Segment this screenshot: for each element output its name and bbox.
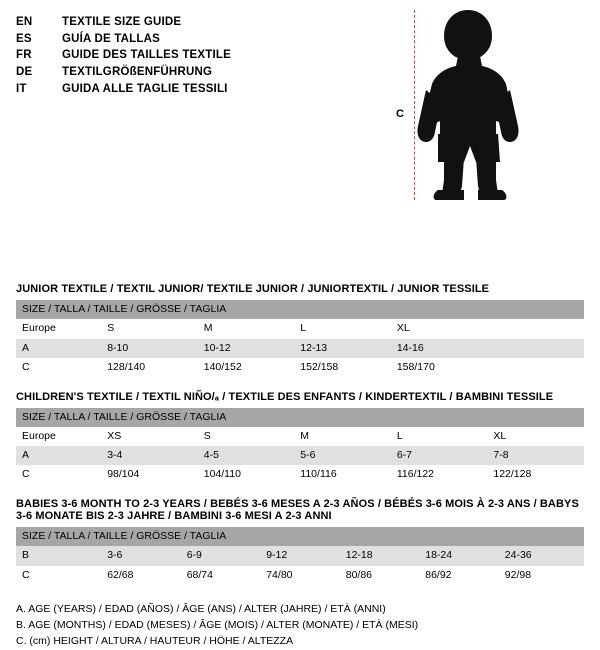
- cell: 4-5: [198, 446, 295, 465]
- cell: 92/98: [499, 566, 584, 585]
- language-code: EN: [16, 16, 33, 28]
- language-code: DE: [16, 66, 33, 79]
- cell: 5-6: [294, 446, 391, 465]
- note-line: C. (cm) HEIGHT / ALTURA / HAUTEUR / HÖHE / ALTEZZA: [16, 635, 294, 648]
- cell: 152/158: [294, 358, 391, 377]
- cell: L: [391, 427, 488, 446]
- language-title: GUIDA ALLE TAGLIE TESSILI: [62, 82, 228, 95]
- cell: 62/68: [101, 566, 181, 585]
- cell: 122/128: [487, 465, 584, 484]
- language-row: [16, 64, 436, 81]
- cell: L: [294, 319, 391, 338]
- language-code: FR: [16, 49, 32, 62]
- row-label: A: [16, 339, 101, 358]
- cell: 128/140: [101, 358, 198, 377]
- height-measure-label: C: [396, 108, 404, 120]
- table-row: [16, 465, 584, 484]
- cell: 158/170: [391, 358, 488, 377]
- language-row: [16, 31, 436, 48]
- cell: XL: [391, 319, 488, 338]
- cell: 24-36: [499, 546, 584, 565]
- table-header-label: SIZE / TALLA / TAILLE / GRÖSSE / TAGLIA: [16, 300, 584, 319]
- row-label: B: [16, 546, 101, 565]
- table-row: [16, 446, 584, 465]
- cell: 80/86: [340, 566, 420, 585]
- cell: XS: [101, 427, 198, 446]
- table-row: [16, 339, 584, 358]
- cell: [487, 358, 584, 377]
- cell: 86/92: [419, 566, 499, 585]
- row-label: C: [16, 358, 101, 377]
- language-title: TEXTILE SIZE GUIDE: [62, 16, 182, 28]
- language-title: GUIDE DES TAILLES TEXTILE: [62, 49, 231, 62]
- cell: 14-16: [391, 339, 488, 358]
- language-title: TEXTILGRÖßENFÜHRUNG: [62, 66, 213, 79]
- cell: 74/80: [260, 566, 340, 585]
- language-row: [16, 81, 436, 98]
- note-line: A. AGE (YEARS) / EDAD (AÑOS) / ÂGE (ANS) / ALTER (JAHRE) / ETÀ (ANNI): [16, 602, 386, 615]
- section-babies: [16, 498, 584, 584]
- cell: 18-24: [419, 546, 499, 565]
- cell: 8-10: [101, 339, 198, 358]
- note-line: B. AGE (MONTHS) / EDAD (MESES) / ÂGE (MOIS) / ALTER (MONATE) / ETÀ (MESI): [16, 619, 419, 631]
- table-header-row: [16, 527, 584, 546]
- section-title: BABIES 3-6 MONTH TO 2-3 YEARS / BEBÉS 3-6 MESES A 2-3 AÑOS / BÉBÉS 3-6 MOIS À 2-3 ANS / BABYS 3-6 MONATE BIS 2-3 JAHRE / BAMBINI 3-6 MESI A 2-3 ANNI: [16, 498, 579, 523]
- table-header-label: SIZE / TALLA / TAILLE / GRÖSSE / TAGLIA: [16, 527, 584, 546]
- table-header-row: [16, 300, 584, 319]
- cell: 140/152: [198, 358, 295, 377]
- section-title: JUNIOR TEXTILE / TEXTIL JUNIOR/ TEXTILE JUNIOR / JUNIORTEXTIL / JUNIOR TESSILE: [16, 283, 490, 296]
- language-code: ES: [16, 32, 32, 45]
- language-title-block: [16, 14, 436, 97]
- cell: 6-9: [181, 546, 261, 565]
- table-row: [16, 319, 584, 338]
- cell: 9-12: [260, 546, 340, 565]
- table-row: [16, 358, 584, 377]
- language-title: GUÍA DE TALLAS: [62, 32, 160, 45]
- table-header-label: SIZE / TALLA / TAILLE / GRÖSSE / TAGLIA: [16, 408, 584, 427]
- table-header-row: [16, 408, 584, 427]
- junior-size-table: [16, 300, 584, 377]
- language-row: [16, 47, 436, 64]
- row-label: A: [16, 446, 101, 465]
- children-size-table: [16, 408, 584, 485]
- cell: M: [294, 427, 391, 446]
- cell: [487, 339, 584, 358]
- section-children: [16, 391, 584, 485]
- section-junior: [16, 283, 584, 377]
- cell: 104/110: [198, 465, 295, 484]
- cell: M: [198, 319, 295, 338]
- table-row: [16, 546, 584, 565]
- cell: 98/104: [101, 465, 198, 484]
- babies-size-table: [16, 527, 584, 584]
- row-label: C: [16, 465, 101, 484]
- row-label: C: [16, 566, 101, 585]
- language-code: IT: [16, 82, 27, 95]
- cell: 6-7: [391, 446, 488, 465]
- table-row: [16, 566, 584, 585]
- cell: XL: [487, 427, 584, 446]
- cell: 116/122: [391, 465, 488, 484]
- cell: 12-18: [340, 546, 420, 565]
- cell: 7-8: [487, 446, 584, 465]
- cell: 10-12: [198, 339, 295, 358]
- language-row: [16, 14, 436, 31]
- table-row: [16, 427, 584, 446]
- row-label: Europe: [16, 319, 101, 338]
- figure-area: [396, 8, 576, 203]
- section-title: CHILDREN'S TEXTILE / TEXTIL NIÑO/ₐ / TEXTILE DES ENFANTS / KINDERTEXTIL / BAMBINI TESSILE: [16, 390, 554, 403]
- row-label: Europe: [16, 427, 101, 446]
- cell: 68/74: [181, 566, 261, 585]
- cell: 110/116: [294, 465, 391, 484]
- height-measure-line: [414, 10, 415, 200]
- cell: 3-4: [101, 446, 198, 465]
- cell: S: [101, 319, 198, 338]
- cell: [487, 319, 584, 338]
- cell: 3-6: [101, 546, 181, 565]
- cell: S: [198, 427, 295, 446]
- legend-notes: [16, 601, 584, 650]
- cell: 12-13: [294, 339, 391, 358]
- child-silhouette-icon: [396, 8, 576, 203]
